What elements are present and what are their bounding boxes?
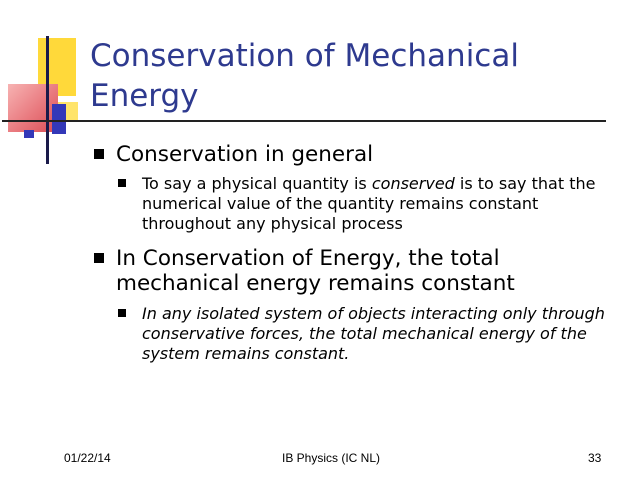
bullet-level2 <box>118 174 624 234</box>
decorative-pink-square <box>8 84 58 132</box>
sub-bullet-text: In any isolated system of objects interacting only through conservative forces, the total mechanical energy of the system remains constant. <box>142 304 605 363</box>
sub-bullet-text-pre: To say a physical quantity is <box>142 174 372 193</box>
square-bullet-icon <box>94 253 104 263</box>
footer-page-number: 33 <box>588 451 602 465</box>
square-bullet-icon <box>118 179 126 187</box>
square-bullet-icon <box>118 309 126 317</box>
bullet-text: Conservation in general <box>116 142 374 167</box>
bullet-level1 <box>94 246 624 296</box>
decorative-blue-small-square <box>24 130 34 138</box>
square-bullet-icon <box>94 149 104 159</box>
decorative-horizontal-rule <box>2 120 606 122</box>
slide-title: Conservation of Mechanical Energy <box>90 38 519 114</box>
footer-course: IB Physics (IC NL) <box>282 451 381 465</box>
decorative-vertical-rule <box>46 36 49 164</box>
bullet-level2 <box>118 304 624 364</box>
sub-bullet-text-post: is to say that the numerical value of the quantity remains constant throughout any physical process <box>142 174 596 233</box>
bullet-text: In Conservation of Energy, the total mechanical energy remains constant <box>116 246 515 296</box>
sub-bullet-emphasis: conserved <box>371 174 455 193</box>
footer-date: 01/22/14 <box>64 451 111 465</box>
slide-content <box>94 142 624 364</box>
bullet-level1 <box>94 142 624 167</box>
decorative-blue-rectangle <box>52 104 66 134</box>
